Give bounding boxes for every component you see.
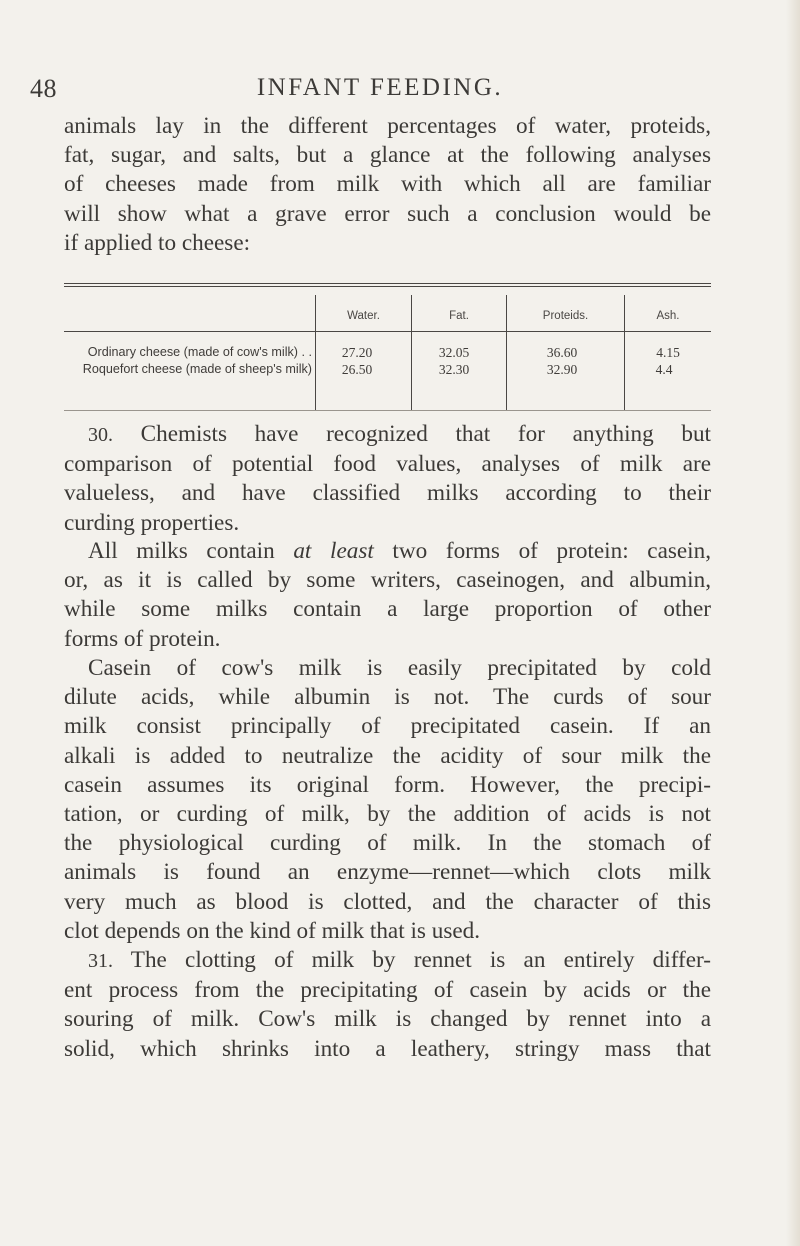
text-line: will show what a grave error such a conclusion would be (64, 200, 711, 227)
text-line: souring of milk. Cow's milk is changed by rennet into a (64, 1006, 711, 1033)
casein-paragraph (64, 654, 711, 946)
text-line: or, as it is called by some writers, caseinogen, and albumin, (64, 567, 711, 594)
text-line: alkali is added to neutralize the acidity of sour milk the (64, 742, 711, 769)
table-header-rule (64, 331, 711, 332)
text-line: ent process from the precipitating of casein by acids or the (64, 977, 711, 1004)
table-cell-proteids: 32.90 (546, 362, 578, 377)
running-title: INFANT FEEDING. (256, 74, 504, 101)
intro-paragraph (64, 112, 711, 258)
page-edge-shadow (786, 0, 800, 1246)
text-line: animals lay in the different percentages of water, proteids, (64, 113, 711, 139)
text-line: valueless, and have classified milks according to their (64, 480, 711, 507)
table-cell-ash: 4.15 (656, 345, 680, 360)
column-header-proteids: Proteids. (542, 310, 589, 322)
running-head (30, 74, 730, 114)
column-header-fat: Fat. (449, 310, 469, 322)
section-30-first-line: Chemists have recognized that for anything but (140, 421, 712, 447)
column-header-water: Water. (347, 310, 380, 322)
text-line: while some milks contain a large proportion of other (64, 596, 711, 623)
text-line: clot depends on the kind of milk that is used. (64, 917, 481, 944)
table-top-rule-double (64, 286, 711, 287)
text-line: solid, which shrinks into a leathery, stringy mass that (64, 1035, 711, 1062)
table-row-label: Roquefort cheese (made of sheep's milk) (82, 362, 312, 376)
table-cell-water: 27.20 (341, 345, 373, 360)
table-top-rule (64, 283, 711, 284)
text-line (64, 537, 711, 566)
section-30-paragraph (64, 420, 711, 538)
protein-paragraph (64, 537, 711, 654)
table-cell-ash: 4.4 (655, 362, 673, 377)
text-line: if applied to cheese: (64, 229, 251, 256)
text-line: of cheeses made from milk with which all are familiar (64, 171, 711, 198)
text-line: forms of protein. (64, 625, 221, 652)
text-line: tation, or curding of milk, by the addition of acids is not (64, 801, 711, 828)
column-header-ash: Ash. (656, 310, 680, 322)
section-31-first-line: The clotting of milk by rennet is an entirely differ- (130, 947, 711, 973)
text-line: dilute acids, while albumin is not. The curds of sour (64, 684, 711, 711)
text-line: milk consist principally of precipitated casein. If an (64, 713, 711, 740)
section-31-paragraph (64, 946, 711, 1064)
cheese-analyses-table (64, 283, 711, 413)
protein-lead: All milks contain (88, 538, 294, 564)
text-line: animals is found an enzyme—rennet—which clots milk (64, 859, 711, 886)
text-line: very much as blood is clotted, and the character of this (64, 888, 711, 915)
page-number: 48 (30, 74, 57, 103)
text-line: casein assumes its original form. However, the precipi- (64, 771, 711, 798)
text-line: Casein of cow's milk is easily precipitated by cold (88, 655, 711, 681)
protein-rest: two forms of protein: casein, (373, 538, 712, 564)
text-line (64, 946, 711, 976)
table-cell-water: 26.50 (341, 362, 373, 377)
table-row-label: Ordinary cheese (made of cow's milk) . . (87, 345, 312, 359)
text-line: curding properties. (64, 509, 240, 536)
text-line: the physiological curding of milk. In the stomach of (64, 830, 711, 857)
text-line: comparison of potential food values, analyses of milk are (64, 451, 711, 478)
emphasis-at-least: at least (293, 538, 374, 564)
table-bottom-rule (64, 410, 711, 411)
table-cell-fat: 32.05 (438, 345, 470, 360)
section-number: 30. (88, 424, 113, 446)
text-line: fat, sugar, and salts, but a glance at the following analyses (64, 142, 711, 169)
section-number: 31. (88, 950, 113, 972)
table-cell-proteids: 36.60 (546, 345, 578, 360)
text-line (64, 420, 711, 450)
table-cell-fat: 32.30 (438, 362, 470, 377)
